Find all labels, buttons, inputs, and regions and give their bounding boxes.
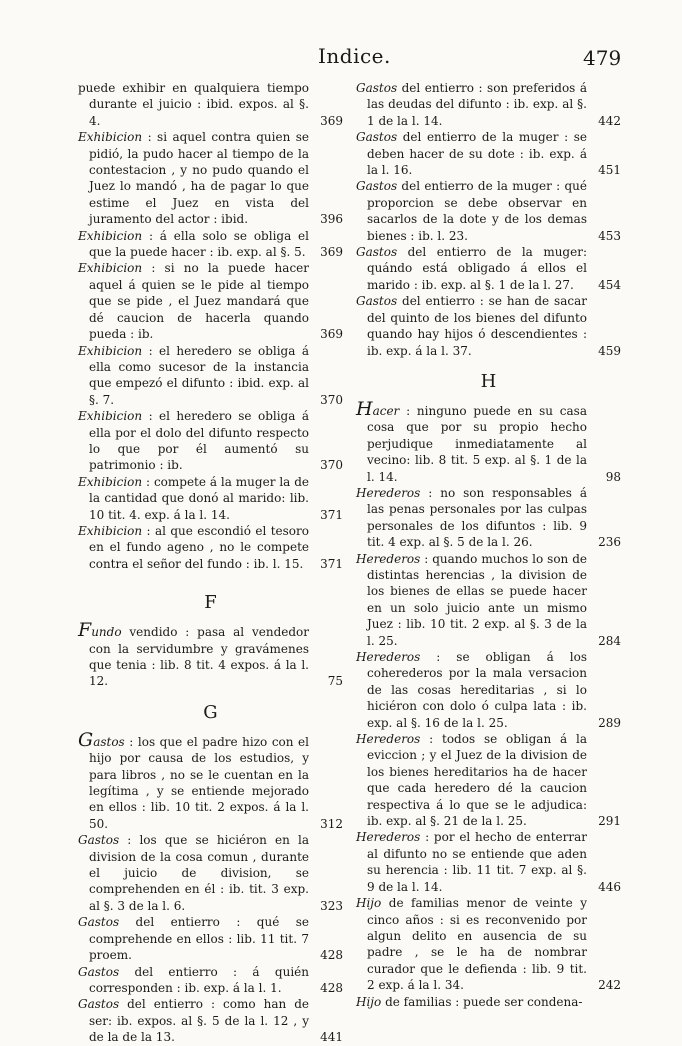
entry-page-ref: 370 bbox=[320, 458, 343, 473]
entry-text: de familias menor de veinte y cinco años : si es reconvenido por algun delito en ausencia de su padre , se le ha de nombrar curador que le defienda : lib. 9 tit. 2 exp. á la l. 34. bbox=[367, 896, 587, 993]
entry-page-ref: 323 bbox=[320, 898, 343, 913]
entry-page-ref: 284 bbox=[598, 633, 621, 648]
entry-text: del entierro : se han de sacar del quinto de los bienes del difunto quando hay hijos ó descendientes : ib. exp. á la l. 37. bbox=[367, 294, 587, 358]
entry-page-ref: 459 bbox=[598, 343, 621, 358]
entry-list bbox=[78, 619, 343, 690]
running-head bbox=[0, 44, 682, 74]
entry-text: : al que escondió el tesoro en el fundo ageno , no le compete contra el señor del fundo : ib. l. 15. bbox=[89, 523, 309, 571]
entry-text: vendido : pasa al vendedor con la servidumbre y gravámenes que tenia : lib. 8 tit. 4 expos. á la l. 12. bbox=[89, 625, 309, 689]
entry-headword: Gastos bbox=[356, 81, 398, 95]
entry-headword: Gastos bbox=[356, 294, 398, 309]
entry-text: del entierro : á quién corresponden : ib. exp. á la l. 1. bbox=[89, 964, 309, 995]
entry-text: del entierro de la muger : se deben hacer de su dote : ib. exp. á la l. 16. bbox=[367, 130, 587, 178]
index-entry bbox=[356, 80, 621, 129]
index-entry bbox=[356, 397, 621, 485]
entry-headword: Gastos bbox=[78, 833, 120, 848]
section-letter-h: H bbox=[480, 370, 497, 392]
entry-page-ref: 289 bbox=[598, 715, 621, 730]
index-entry bbox=[356, 293, 621, 359]
entry-headword: Gastos bbox=[356, 245, 398, 260]
entry-headword: Herederos bbox=[356, 732, 421, 747]
index-entry bbox=[356, 649, 621, 731]
entry-page-ref: 453 bbox=[598, 228, 621, 243]
entry-page-ref: 371 bbox=[320, 507, 343, 522]
entry-page-ref: 428 bbox=[320, 948, 343, 963]
entry-headword: Exhibicion bbox=[78, 130, 143, 145]
entry-headword: Fundo bbox=[78, 619, 122, 642]
entry-text: : quando muchos lo son de distintas herencias , la division de los bienes de ellas se puede hacer en un solo juicio ante un mismo Juez : lib. 10 tit. 2 exp. al §. 3 de la l. 25. bbox=[367, 551, 587, 648]
index-entry bbox=[78, 914, 343, 963]
index-entry bbox=[78, 832, 343, 914]
entry-list bbox=[356, 80, 621, 359]
entry-text: : no son responsables á las penas personales por las culpas personales de los difuntos : lib. 9 tit. 4 exp. al §. 5 de la l. 26. bbox=[367, 485, 587, 550]
index-entry bbox=[78, 474, 343, 523]
entry-headword: Exhibicion bbox=[78, 343, 143, 358]
entry-list bbox=[356, 397, 621, 1010]
index-entry bbox=[78, 80, 343, 129]
index-entry bbox=[356, 731, 621, 829]
index-entry bbox=[78, 343, 343, 409]
entry-page-ref: 291 bbox=[598, 814, 621, 829]
entry-text: : si aquel contra quien se pidió, la pudo hacer al tiempo de la contestacion , y no pudo quando el Juez lo mandó , ha de pagar lo que estime el Juez en vista del juramento del actor : ibid. bbox=[89, 130, 309, 227]
index-entry bbox=[356, 829, 621, 895]
index-entry bbox=[356, 485, 621, 551]
entry-headword: Exhibicion bbox=[78, 409, 143, 424]
entry-text: puede exhibir en qualquiera tiempo durante el juicio : ibid. expos. al §. 4. bbox=[78, 81, 309, 128]
entry-page-ref: 369 bbox=[320, 327, 343, 342]
entry-page-ref: 369 bbox=[320, 113, 343, 128]
entry-headword: Hijo bbox=[356, 994, 382, 1009]
entry-headword: Herederos bbox=[356, 830, 421, 845]
entry-headword: Gastos bbox=[78, 728, 125, 751]
entry-text: : por el hecho de enterrar al difunto no se entiende que aden su herencia : lib. 11 tit. 7 exp. al §. 9 de la l. 14. bbox=[367, 830, 587, 894]
section-letter-f: F bbox=[204, 592, 217, 614]
entry-page-ref: 369 bbox=[320, 245, 343, 260]
page-number: 479 bbox=[583, 46, 622, 70]
entry-headword: Hijo bbox=[356, 896, 382, 911]
index-entry bbox=[356, 244, 621, 293]
index-entry bbox=[78, 728, 343, 832]
section-letter-g: G bbox=[203, 701, 218, 723]
entry-page-ref: 312 bbox=[320, 816, 343, 831]
entry-text: : á ella solo se obliga el que la puede hacer : ib. exp. al §. 5. bbox=[89, 228, 309, 260]
entry-headword: Herederos bbox=[356, 650, 421, 664]
entry-page-ref: 446 bbox=[598, 879, 621, 894]
entry-text: : ninguno puede en su casa cosa que por su propio hecho perjudique inmediatamente al vecino: lib. 8 tit. 5 exp. al §. 1 de la l. 14. bbox=[367, 403, 587, 484]
index-entry bbox=[78, 964, 343, 997]
left-column bbox=[78, 80, 343, 1046]
index-entry bbox=[356, 129, 621, 178]
entry-text: : el heredero se obliga á ella como sucesor de la instancia que empezó el difunto : ibid. exp. al §. 7. bbox=[89, 343, 309, 407]
entry-page-ref: 451 bbox=[598, 163, 621, 178]
entry-text: : compete á la muger la de la cantidad que donó al marido: lib. 10 tit. 4. exp. á la l. 14. bbox=[89, 474, 309, 522]
entry-headword: Exhibicion bbox=[78, 523, 143, 538]
index-entry bbox=[356, 551, 621, 649]
entry-text: : el heredero se obliga á ella por el dolo del difunto respecto lo que por él aumentó su patrimonio : ib. bbox=[89, 409, 309, 473]
entry-list bbox=[78, 728, 343, 1046]
index-entry bbox=[356, 994, 621, 1010]
index-entry bbox=[78, 228, 343, 261]
entry-headword: Herederos bbox=[356, 551, 421, 566]
entry-text: : se obligan á los coherederos por la mala versacion de las cosas hereditarias , si lo hiciéron con dolo ó culpa lata : ib. exp. al §. 16 de la l. 25. bbox=[367, 650, 587, 730]
entry-text: : los que se hiciéron en la division de la cosa comun , durante el juicio de division, se comprehenden en él : ib. tit. 3 exp. al §. 3 de la l. 6. bbox=[89, 833, 309, 913]
entry-text: : los que el padre hizo con el hijo por causa de los estudios, y para libros , no se le cuentan en la legítima , y se entiende mejorado en ellos : lib. 10 tit. 2 expos. á la l. 50. bbox=[89, 734, 309, 831]
entry-headword: Gastos bbox=[78, 915, 120, 930]
entry-text: del entierro : son preferidos á las deudas del difunto : ib. exp. al §. 1 de la l. 14. bbox=[367, 81, 587, 128]
entry-text: del entierro de la muger : qué proporcion se debe observar en sacarlos de la dote y de los demas bienes : ib. l. 23. bbox=[367, 179, 587, 243]
index-entry bbox=[78, 996, 343, 1045]
entry-page-ref: 396 bbox=[320, 212, 343, 227]
entry-text: del entierro : como han de ser: ib. expos. al §. 5 de la l. 12 , y de la de la 13. bbox=[89, 997, 309, 1045]
entry-text: : si no la puede hacer aquel á quien se le pide al tiempo que se pide , el Juez mandará que dé caucion de hacerla quando pueda : ib. bbox=[89, 261, 309, 342]
entry-text: del entierro de la muger: quándo está obligado á ellos el marido : ib. exp. al §. 1 de la l. 27. bbox=[367, 245, 587, 292]
entry-page-ref: 441 bbox=[320, 1030, 343, 1045]
index-entry bbox=[356, 178, 621, 244]
entry-headword: Herederos bbox=[356, 485, 421, 500]
entry-headword: Gastos bbox=[356, 130, 398, 145]
entry-page-ref: 236 bbox=[598, 535, 621, 550]
index-entry bbox=[78, 260, 343, 342]
index-entry bbox=[356, 895, 621, 993]
entry-page-ref: 98 bbox=[605, 469, 621, 484]
index-entry bbox=[78, 129, 343, 227]
entry-list bbox=[78, 80, 343, 572]
entry-headword: Exhibicion bbox=[78, 228, 143, 243]
entry-headword: Hacer bbox=[356, 397, 400, 420]
entry-page-ref: 242 bbox=[598, 978, 621, 993]
entry-page-ref: 75 bbox=[327, 674, 343, 689]
entry-headword: Gastos bbox=[356, 179, 398, 194]
entry-page-ref: 428 bbox=[320, 980, 343, 995]
entry-text: : todos se obligan á la eviccion ; y el Juez de la division de los bienes hereditarios ha de hacer que cada heredero dé la caucion respectiva á lo que se le adjudica: ib. exp. al §. 21 de la l. 25. bbox=[367, 732, 587, 829]
entry-page-ref: 442 bbox=[598, 113, 621, 128]
entry-headword: Exhibicion bbox=[78, 261, 143, 276]
index-entry bbox=[78, 619, 343, 690]
entry-text: del entierro : qué se comprehende en ellos : lib. 11 tit. 7 proem. bbox=[89, 915, 309, 963]
index-entry bbox=[78, 523, 343, 572]
right-column bbox=[356, 80, 621, 1010]
page-title: Indice. bbox=[318, 44, 391, 68]
entry-headword: Gastos bbox=[78, 997, 120, 1012]
index-entry bbox=[78, 408, 343, 474]
entry-page-ref: 371 bbox=[320, 556, 343, 571]
entry-page-ref: 454 bbox=[598, 277, 621, 292]
entry-headword: Exhibicion bbox=[78, 474, 143, 489]
entry-text: de familias : puede ser condena- bbox=[385, 994, 583, 1009]
entry-page-ref: 370 bbox=[320, 392, 343, 407]
entry-headword: Gastos bbox=[78, 964, 120, 979]
